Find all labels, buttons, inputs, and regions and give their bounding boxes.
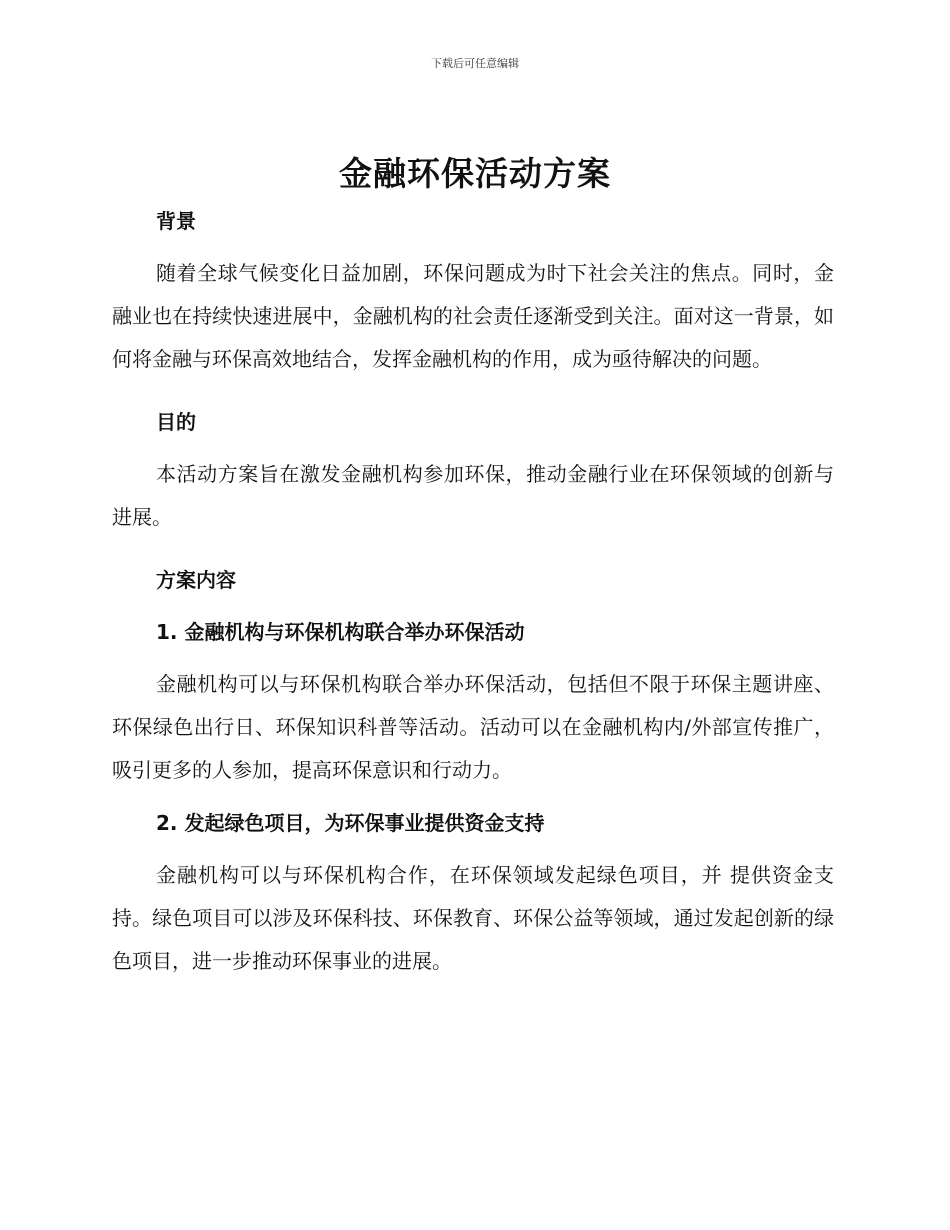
section-heading-plan: 方案内容: [156, 568, 236, 592]
item-text-1: 金融机构可以与环保机构联合举办环保活动，包括但不限于环保主题讲座、环保绿色出行日、环保知识科普等活动。活动可以在金融机构内/外部宣传推广，吸引更多的人参加，提高环保意识和行动力。: [112, 672, 834, 782]
section-text-background: 随着全球气候变化日益加剧，环保问题成为时下社会关注的焦点。同时，金融业也在持续快速进展中，金融机构的社会责任逐渐受到关注。面对这一背景，如何将金融与环保高效地结合，发挥金融机构的作用，成为亟待解决的问题。: [112, 261, 834, 371]
item-heading-1: 1. 金融机构与环保机构联合举办环保活动: [156, 620, 525, 644]
page-header-note: 下载后可任意编辑: [431, 57, 519, 70]
item-text-2: 金融机构可以与环保机构合作，在环保领域发起绿色项目，并 提供资金支持。绿色项目可以涉及环保科技、环保教育、环保公益等领域，通过发起创新的绿色项目，进一步推动环保事业的进展。: [112, 863, 834, 973]
section-heading-background: 背景: [156, 209, 196, 233]
document-title: 金融环保活动方案: [339, 154, 611, 193]
item-heading-2: 2. 发起绿色项目，为环保事业提供资金支持: [156, 811, 545, 835]
document-body: [112, 200, 834, 983]
section-heading-purpose: 目的: [156, 410, 196, 434]
section-text-purpose: 本活动方案旨在激发金融机构参加环保，推动金融行业在环保领域的创新与进展。: [112, 462, 834, 529]
